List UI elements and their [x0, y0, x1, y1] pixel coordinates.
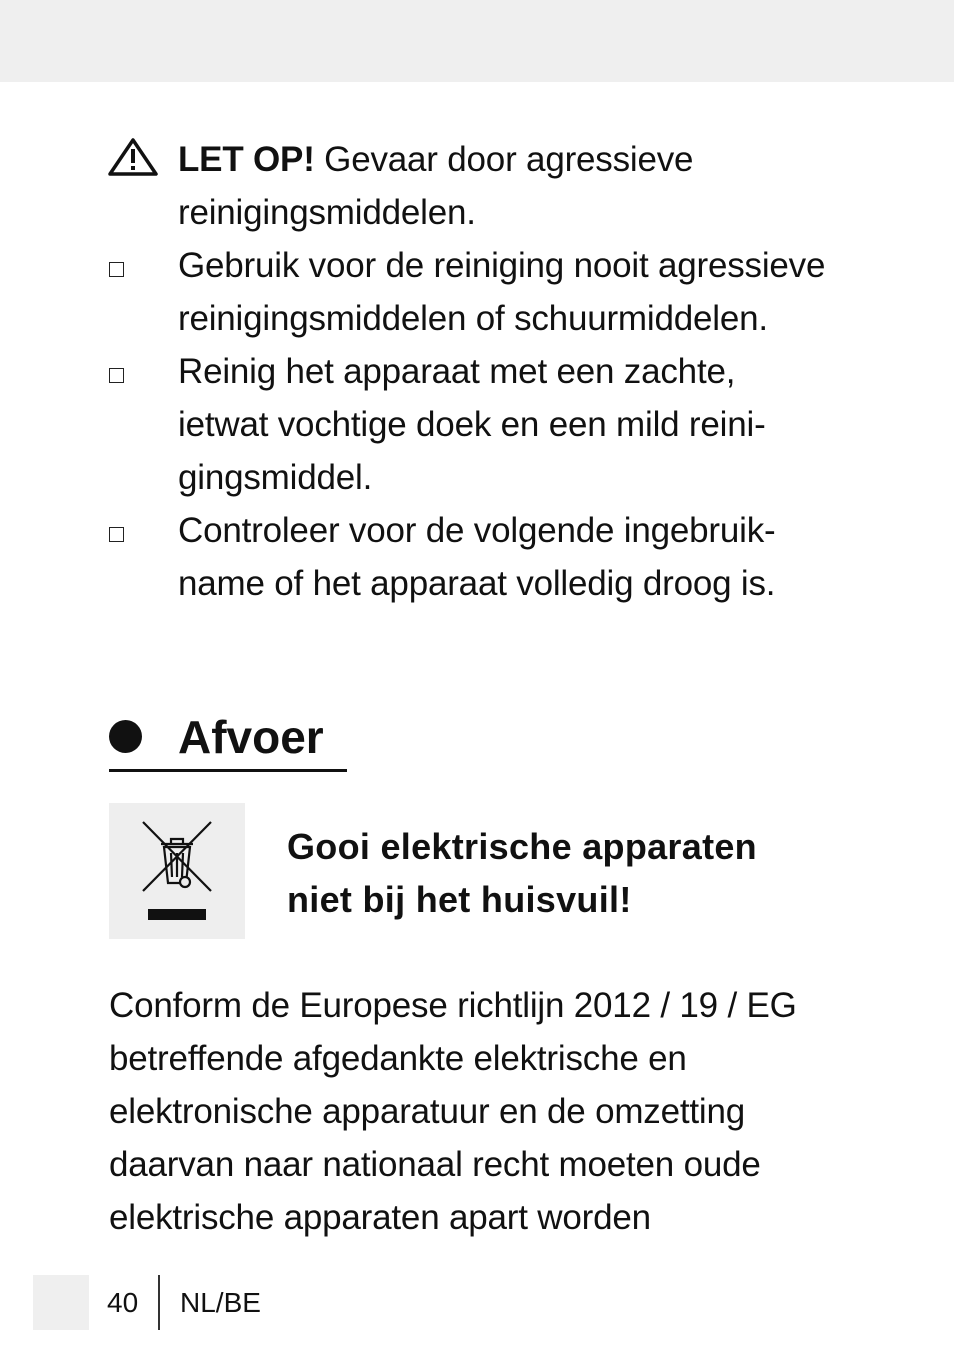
paragraph-line-1: Conform de Europese richtlijn 2012 / 19 / EG: [109, 986, 797, 1025]
section-bullet-icon: [109, 720, 142, 753]
language-code: NL/BE: [180, 1287, 261, 1318]
footer-tab: [33, 1275, 89, 1330]
step-1-line-1: Gebruik voor de reiniging nooit agressieve: [178, 246, 826, 285]
top-band: [0, 0, 954, 82]
step-3-line-1: Controleer voor de volgende ingebruik-: [178, 511, 776, 550]
crossed-bin-icon: [109, 803, 245, 939]
paragraph-line-4: daarvan naar nationaal recht moeten oude: [109, 1145, 761, 1184]
section-title: Afvoer: [178, 711, 324, 763]
step-1-line-2: reinigingsmiddelen of schuurmiddelen.: [178, 299, 768, 338]
step-1-checkbox-icon: [109, 262, 124, 277]
page-number: 40: [107, 1287, 139, 1318]
step-2-line-2: ietwat vochtige doek en een mild reini-: [178, 405, 766, 444]
disposal-icon-box: [109, 803, 245, 939]
paragraph-line-2: betreffende afgedankte elektrische en: [109, 1039, 687, 1078]
section-underline: [109, 769, 347, 772]
warning-text: Gevaar door agressieve: [314, 140, 694, 179]
warning-triangle-icon: [108, 138, 158, 176]
paragraph-line-5: elektrische apparaten apart worden: [109, 1198, 651, 1237]
paragraph-line-3: elektronische apparatuur en de omzetting: [109, 1092, 746, 1131]
step-3-checkbox-icon: [109, 527, 124, 542]
footer-divider: [158, 1275, 160, 1330]
disposal-headline-line-1: Gooi elektrische apparaten: [287, 826, 757, 867]
step-3-line-2: name of het apparaat volledig droog is.: [178, 564, 776, 603]
step-2-line-3: gingsmiddel.: [178, 458, 373, 497]
step-2-line-1: Reinig het apparaat met een zachte,: [178, 352, 736, 391]
warning-line-2: reinigingsmiddelen.: [178, 193, 476, 232]
warning-line-1: [178, 133, 693, 186]
disposal-headline-line-2: niet bij het huisvuil!: [287, 879, 632, 920]
warning-label: LET OP!: [178, 140, 315, 179]
step-2-checkbox-icon: [109, 368, 124, 383]
